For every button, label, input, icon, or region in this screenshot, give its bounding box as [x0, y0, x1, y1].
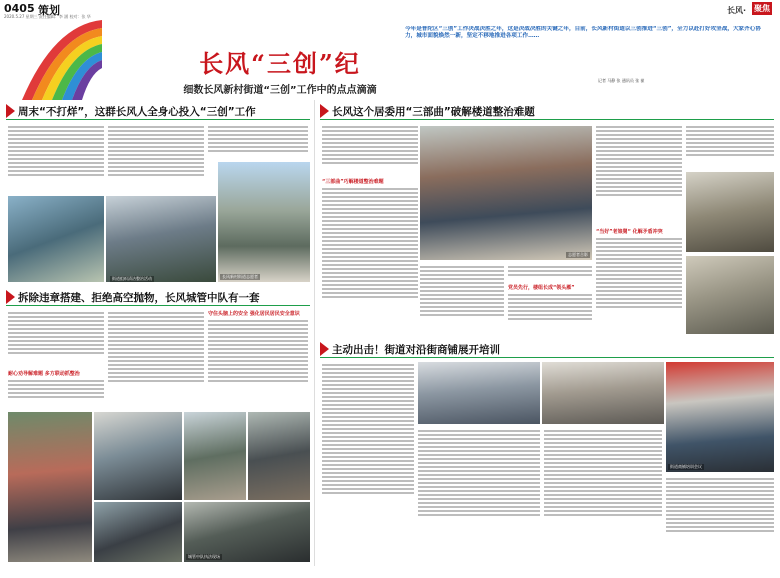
section-2-rule	[320, 119, 774, 120]
rainbow-graphic	[14, 20, 104, 100]
photo-enforcement-4	[248, 412, 310, 500]
s2-body-col1b	[322, 186, 418, 334]
photo-caption-5: 志愿者合影	[568, 252, 588, 257]
s4-body-col4	[666, 476, 774, 562]
photo-group-residents	[420, 126, 592, 260]
s3-body-col2	[108, 310, 204, 408]
lead-subtitle: 细数长风新村街道“三创”工作中的点点滴滴	[183, 85, 377, 96]
photo-enforcement-2	[94, 412, 182, 500]
s2-body-col4b	[596, 236, 682, 334]
photo-stairwell-2	[686, 256, 774, 334]
s1-body-col3	[208, 124, 308, 160]
column-divider	[314, 100, 315, 566]
s1-body-col1	[8, 124, 104, 190]
s2-body-col2	[420, 264, 504, 334]
subhead-b: 守住头脑上的安全 强化居民居民安全意识	[208, 311, 300, 317]
photo-training-2	[542, 362, 664, 424]
section-1-heading	[6, 104, 256, 118]
subhead-e: 党员先行，楼组长成“领头雁”	[508, 285, 575, 291]
photo-caption-1: 长风新村街道志愿者	[222, 274, 258, 279]
s3-body-col3	[208, 318, 308, 408]
s3-body-col1	[8, 310, 104, 368]
photo-caption-2: 街道组织清洁整治活动	[112, 276, 152, 281]
subhead-c: “三部曲”巧解楼道整治难题	[322, 179, 384, 185]
lead-title: 长风“三创”纪	[199, 49, 361, 78]
section-2-heading	[320, 104, 535, 118]
photo-volunteers-2	[106, 196, 216, 282]
s2-body-col5	[686, 124, 774, 168]
masthead-small: 长风·	[726, 6, 746, 15]
s2-body-col1	[322, 124, 418, 176]
photo-stairwell-1	[686, 172, 774, 252]
photo-street-1	[218, 162, 310, 282]
photo-caption-3: 城管中队执法现场	[188, 554, 220, 559]
section-4-title: 主动出击！街道对沿街商铺展开培训	[332, 343, 500, 356]
masthead-stamp: 聚焦	[754, 4, 770, 13]
s4-body-col3	[544, 428, 662, 562]
s1-body-col2	[108, 124, 204, 190]
byline: 记者 马静 张 通讯员 张 祯	[598, 78, 645, 83]
page-code: 0405	[4, 2, 35, 15]
section-3-title: 拆除违章搭建、拒绝高空抛物，长风城管中队有一套	[18, 291, 260, 304]
s3-body-col1b	[8, 378, 104, 408]
subhead-a: 耐心劝导解难题 多方联动抓整治	[8, 371, 80, 377]
photo-training-1	[418, 362, 540, 424]
photo-caption-4: 街道商铺培训会议	[670, 464, 702, 469]
section-1-title: 周末“不打烊”，这群长风人全身心投入“三创”工作	[18, 105, 256, 118]
section-2-title: 长风这个居委用“三部曲”破解楼道整治难题	[332, 105, 535, 118]
photo-enforcement-5	[94, 502, 182, 562]
photo-enforcement-3	[184, 412, 246, 500]
section-1-rule	[6, 119, 310, 120]
photo-enforcement-1	[8, 412, 92, 562]
s2-body-col3	[508, 264, 592, 282]
header-meta: 2020.5.27 星期三 责任编辑：李 涵 校对：张 华	[4, 14, 91, 19]
section-label: 策划	[38, 4, 60, 17]
section-4-heading	[320, 342, 500, 356]
section-4-rule	[320, 357, 774, 358]
section-3-rule	[6, 305, 310, 306]
photo-volunteers-1	[8, 196, 104, 282]
lead-intro: 今年是普陀区“三创”工作决战决胜之年，这是决战决胜的关键之年，目前，长风新村街道以三创推进“三创”，全力以赴打好攻坚战，大家齐心协力，城市面貌焕然一新，坚定不移地推进各项工作……	[405, 26, 761, 39]
page-header	[4, 2, 776, 20]
s2-body-col3b	[508, 292, 592, 334]
section-3-heading	[6, 290, 260, 304]
s4-body-col1	[322, 362, 414, 562]
subhead-d: “当好”老娘舅“ 化解矛盾冲突	[596, 229, 663, 235]
s2-body-col4	[596, 124, 682, 224]
s4-body-col2	[418, 428, 540, 562]
lead-title-block	[140, 44, 420, 94]
photo-enforcement-6	[184, 502, 310, 562]
photo-training-3	[666, 362, 774, 472]
